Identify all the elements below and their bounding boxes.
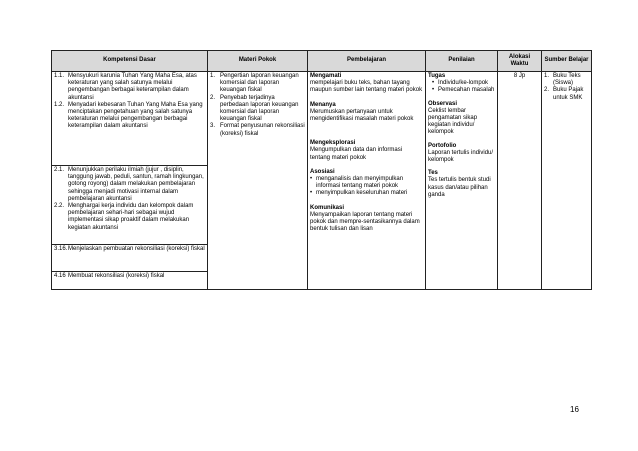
- header-alokasi: Alokasi Waktu: [498, 51, 542, 72]
- komunikasi-block: Komunikasi Menyampaikan laporan tentang materi pokok dan mempre-sentasikannya dalam bentuk tulisan dan lisan: [310, 204, 420, 233]
- mengamati-block: Mengamati mempelajari buku teks, bahan tayang maupun sumber lain tentang materi pokok: [310, 73, 423, 94]
- materi-item: 3. Format penyusunan rekonsiliasi (koreksi) fiskal: [210, 123, 305, 137]
- kompetensi-cell: [52, 272, 208, 290]
- syllabus-table: [51, 50, 592, 290]
- kompetensi-cell: [52, 166, 208, 245]
- mengeksplorasi-block: Mengeksplorasi Mengumpulkan data dan informasi tentang materi pokok: [310, 140, 403, 161]
- list-item: • menyimpulkan keseluruhan materi: [310, 190, 408, 197]
- bullet-icon: •: [432, 87, 435, 94]
- header-penilaian: Penilaian: [426, 51, 498, 72]
- observasi-block: Observasi Ceklist lembar pengamatan sikap kegiatan individu/ kelompok: [428, 100, 478, 136]
- page-number: 16: [570, 405, 579, 414]
- bullet-icon: •: [310, 190, 313, 197]
- header-kompetensi: Kompetensi Dasar: [52, 51, 208, 72]
- header-materi: Materi Pokok: [208, 51, 308, 72]
- list-item: • menganalisis dan menyimpulkan informasi tentang materi pokok: [310, 176, 404, 190]
- kompetensi-cell: [52, 245, 208, 272]
- kd-item: 2.1. Menunjukkan perilaku ilmiah (jujur , disiplin, tanggung jawab, peduli, santun, ramah lingkungan, gotong royong) dalam melakukan pembelajaran sehingga menjadi motivasi internal dalam pembelajaran akuntansi: [54, 167, 204, 202]
- table-row: [52, 72, 592, 166]
- materi-item: 1. Pengertian laporan keuangan komersial dan laporan keuangan fiskal: [210, 73, 299, 94]
- materi-cell: [208, 72, 308, 290]
- tes-block: Tes Tes tertulis bentuk studi kasus dan/atau pilihan ganda: [428, 170, 491, 198]
- penilaian-cell: [426, 72, 498, 290]
- pembelajaran-cell: [308, 72, 426, 290]
- bullet-icon: •: [310, 176, 313, 183]
- bullet-icon: •: [432, 80, 435, 87]
- header-sumber: Sumber Belajar: [542, 51, 592, 72]
- kd-item: 3.16. Menjelaskan pembuatan rekonsiliasi (koreksi) fiskal: [54, 246, 205, 252]
- sumber-item: 1. Buku Teks (Siswa): [544, 73, 581, 87]
- sumber-cell: [542, 72, 592, 290]
- kompetensi-cell: [52, 72, 208, 166]
- portofolio-block: Portofolio Laporan tertulis individu/ kelompok: [428, 142, 494, 164]
- kd-item: 1.2. Menyadari kebesaran Tuhan Yang Maha Esa yang menciptakan pengetahuan yang salah satunya keteraturan melalui pengembangan berbagai keterampilan dalam akuntansi: [54, 101, 203, 130]
- materi-item: 2. Penyebab terjadinya perbedaan laporan keuangan komersial dan laporan keuangan fiskal: [210, 94, 299, 123]
- alokasi-cell: 8 Jp: [498, 72, 542, 290]
- tugas-block: Tugas • Individu/ke-lompok • Pemecahan masalah: [428, 73, 495, 94]
- asosiasi-block: Asosiasi • menganalisis dan menyimpulkan informasi tentang materi pokok • menyimpulkan keseluruhan materi: [310, 169, 423, 198]
- menanya-block: Menanya Merumuskan pertanyaan untuk mengidentifikasi masalah materi pokok: [310, 101, 414, 123]
- kd-item: 2.2. Menghargai kerja individu dan kelompok dalam pembelajaran sehari-hari sebagai wujud implementasi sikap proaktif dalam melakukan kegiatan akuntansi: [54, 203, 194, 231]
- header-pembelajaran: Pembelajaran: [308, 51, 426, 72]
- list-item: • Pemecahan masalah: [432, 87, 495, 94]
- header-row: [52, 51, 592, 72]
- list-item: • Individu/ke-lompok: [432, 80, 489, 87]
- kd-item: 4.16 Membuat rekonsiliasi (koreksi) fiskal: [54, 273, 165, 279]
- sumber-item: 2. Buku Pajak untuk SMK: [544, 87, 584, 101]
- kd-item: 1.1. Mensyukuri karunia Tuhan Yang Maha Esa, atas keteraturan yang salah satunya melalui pengembangan berbagai keterampilan dalam akuntansi: [54, 73, 197, 101]
